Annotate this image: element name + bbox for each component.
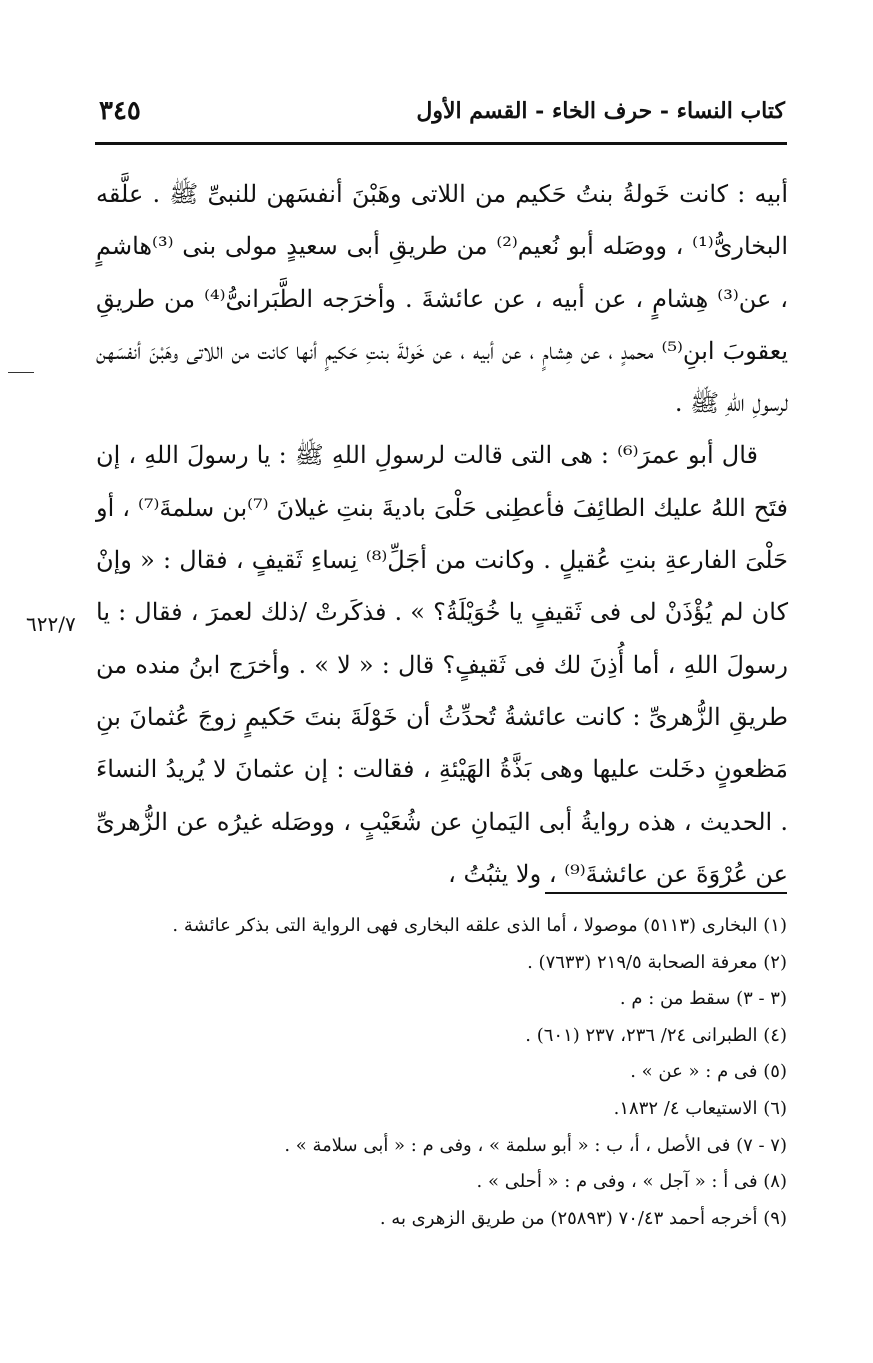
margin-mark [8, 372, 34, 373]
footnote: (٩) أخرجه أحمد ٧٠/٤٣ (٢٥٨٩٣) من طريق الزهرى به . [379, 1207, 787, 1229]
running-title: كتاب النساء - حرف الخاء - القسم الأول [416, 98, 785, 124]
footnote: (٨) فى أ : « آجل » ، وفى م : « أحلى » . [476, 1171, 787, 1193]
paragraph: أبيه : كانت خَولةُ بنتُ حَكيم من اللاتى وهَبْنَ أنفسَهن للنبىِّ ﷺ . علَّقه البخارىُّ⁽¹⁾ ، ووصَله أبو نُعيم⁽²⁾ من طريقِ أبى سعيدٍ مولى بنى ⁽³⁾هاشمٍ ، عن⁽³⁾ هِشامٍ ، عن أبيه ، عن عائشةَ . وأخرَجه الطَّبَرانىُّ⁽⁴⁾ من طريقِ يعقوبَ ابنِ⁽⁵⁾ محمدٍ ، عن هِشامٍ ، عن أبيه ، عن خَولةَ بنتِ حَكيمٍ أنها كانت من اللاتى وهَبْنَ أنفسَهن لرسولِ اللهِ ﷺ . [96, 180, 789, 418]
paragraph: قال أبو عمرَ⁽⁶⁾ : هى التى قالت لرسولِ اللهِ ﷺ : يا رسولَ اللهِ ، إن فتَح اللهُ عليك الطائِفَ فأعطِنى حَلْىَ باديةَ بنتِ غيلانَ ⁽⁷⁾بن سلمةَ⁽⁷⁾ ، أو حَلْىَ الفارعةِ بنتِ عُقيلٍ . وكانت من أجَلِّ⁽⁸⁾ نِساءِ ثَقيفٍ ، فقال : « وإنْ كان لم يُؤْذَنْ لى فى ثَقيفٍ يا خُوَيْلَةُ؟ » . فذكَرتْ /ذلك لعمرَ ، فقال : يا رسولَ اللهِ ، أما أُذِنَ لك فى ثَقيفٍ؟ قال : « لا » . وأخرَج ابنُ منده من طريقِ الزُّهرىِّ : كانت عائشةُ تُحدِّثُ أن خَوْلَةَ بنتَ حَكيمٍ زوجَ عُثمانَ بنِ مَظعونٍ دخَلت عليها وهى بَذَّةُ الهَيْئةِ ، فقالت : إن عثمانَ لا يُريدُ النساءَ . الحديث ، هذه روايةُ أبى اليَمانِ عن شُعَيْبٍ ، ووصَله غيرُه عن الزُّهرىِّ عن عُرْوَةَ عن عائشةَ⁽⁹⁾ ، ولا يثبُتُ ، [96, 441, 789, 888]
footnotes [120, 908, 787, 1237]
footnote-separator [545, 892, 787, 894]
footnote: (٢) معرفة الصحابة ٢١٩/٥ (٧٦٣٣) . [527, 951, 787, 973]
footnote: (٣ - ٣) سقط من : م . [619, 988, 787, 1010]
footnote: (٦) الاستيعاب ٤/ ١٨٣٢. [613, 1097, 787, 1119]
main-text [96, 168, 788, 900]
footnote: (٥) فى م : « عن » . [630, 1061, 787, 1083]
footnote: (٧ - ٧) فى الأصل ، أ، ب : « أبو سلمة » ، وفى م : « أبى سلامة » . [284, 1134, 787, 1156]
header-rule [95, 142, 787, 145]
page-header [95, 96, 785, 136]
page-number: ٣٤٥ [99, 96, 141, 126]
margin-page-reference: ٦٢٢/٧ [26, 612, 76, 636]
footnote: (١) البخارى (٥١١٣) موصولا ، أما الذى علقه البخارى فهى الرواية التى بذكر عائشة . [172, 915, 787, 936]
footnote: (٤) الطبرانى ٢٤/ ٢٣٦، ٢٣٧ (٦٠١) . [525, 1024, 787, 1046]
